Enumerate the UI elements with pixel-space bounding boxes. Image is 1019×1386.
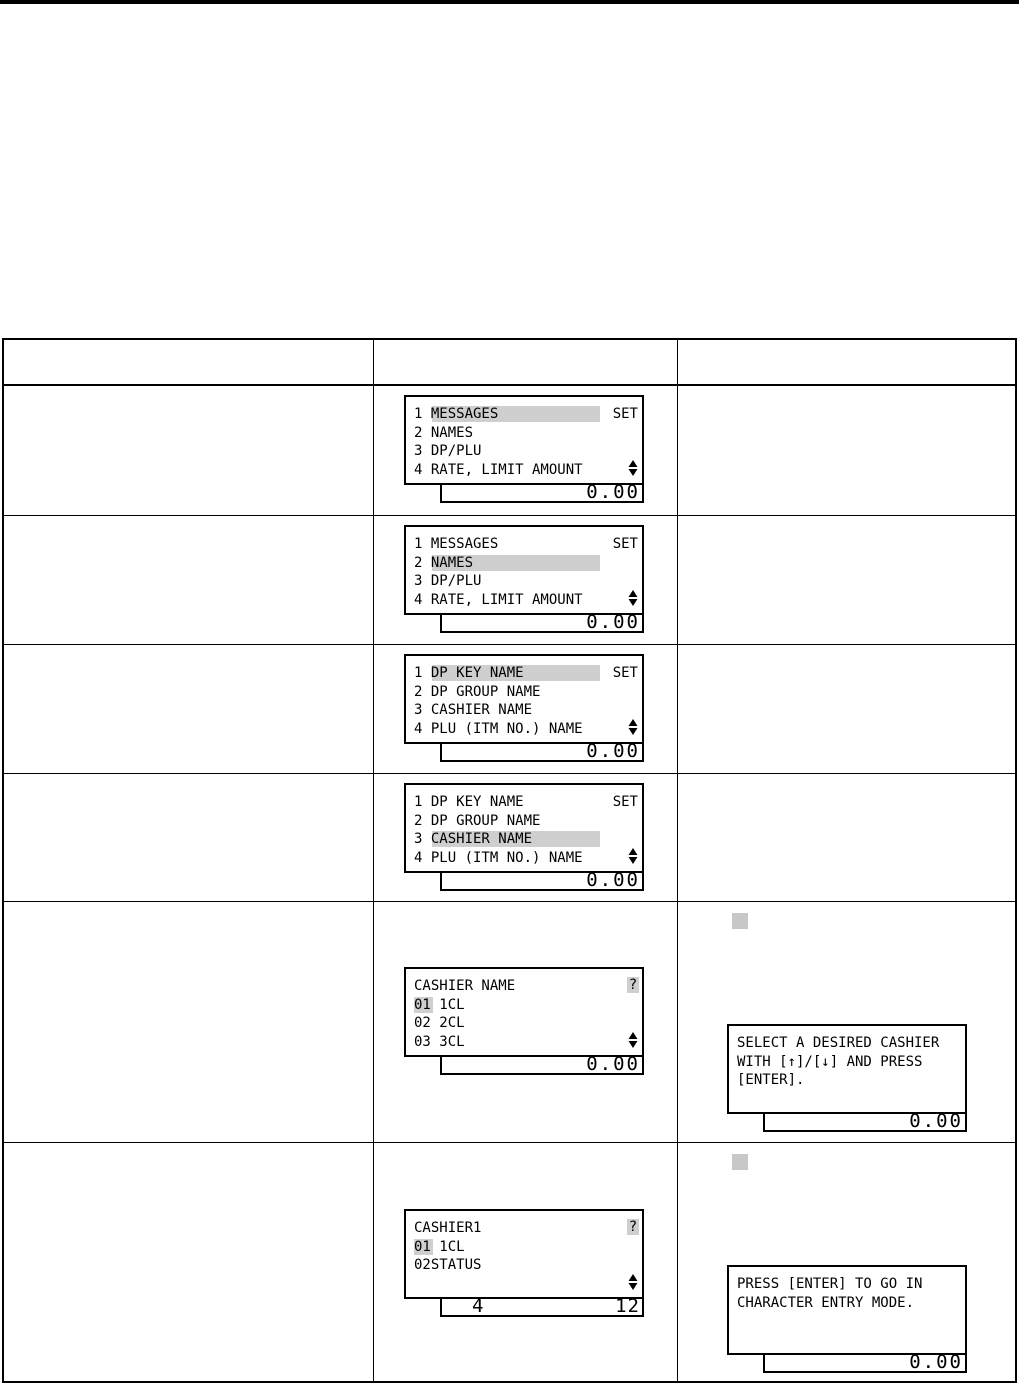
lcd-line: 4 PLU (ITM NO.) NAME [414, 849, 583, 866]
up-down-arrow-icon [628, 1031, 638, 1049]
lcd-line: 2 NAMES [414, 554, 474, 571]
lcd-amount: 0.00 [440, 742, 644, 762]
lcd-display-cashier-detail [404, 1209, 644, 1317]
note-marker [732, 913, 748, 929]
lcd-status-label: SET [612, 536, 638, 552]
lcd-line: 02STATUS [414, 1257, 482, 1273]
lcd-line: 3 CASHIER NAME [414, 702, 533, 718]
lcd-display-names-menu [404, 783, 644, 891]
row-divider [4, 1142, 1015, 1143]
lcd-amount: 0.00 [440, 1055, 644, 1075]
lcd-line: 1 MESSAGES [414, 406, 499, 422]
guidance-amount: 0.00 [763, 1112, 967, 1132]
guidance-text: PRESS [ENTER] TO GO IN CHARACTER ENTRY MODE. [737, 1276, 931, 1311]
lcd-status-label: SET [612, 406, 638, 422]
up-down-arrow-icon [628, 1273, 638, 1291]
lcd-amount: 0.00 [440, 613, 644, 633]
up-down-arrow-icon [628, 459, 638, 477]
lcd-status-label: ? [628, 1219, 638, 1235]
lcd-line: 1 DP KEY NAME [414, 665, 524, 681]
lcd-line: 03 3CL [414, 1033, 465, 1050]
guidance-screen [727, 1024, 967, 1114]
lcd-screen [404, 654, 644, 744]
lcd-line: 3 DP/PLU [414, 573, 482, 589]
lcd-line: 1 MESSAGES [414, 536, 499, 552]
lcd-screen [404, 783, 644, 873]
lcd-line: CASHIER1 [414, 1220, 482, 1236]
lcd-display-cashier-name-list [404, 967, 644, 1075]
column-divider-1 [373, 340, 374, 1381]
lcd-screen [404, 395, 644, 485]
lcd-amount-right-value: 12 [615, 1295, 640, 1317]
top-rule [0, 0, 1019, 4]
guidance-text: SELECT A DESIRED CASHIER WITH [↑]/[↓] AND PRESS [ENTER]. [737, 1035, 948, 1088]
lcd-line: 2 DP GROUP NAME [414, 812, 541, 829]
lcd-line: 4 RATE, LIMIT AMOUNT [414, 591, 583, 608]
guidance-screen [727, 1265, 967, 1355]
lcd-screen [404, 967, 644, 1057]
guidance-display [727, 1265, 967, 1373]
lcd-status-label: ? [628, 977, 638, 993]
lcd-display-names-menu [404, 654, 644, 762]
lcd-display-setting-menu [404, 525, 644, 633]
up-down-arrow-icon [628, 847, 638, 865]
lcd-line: 1 DP KEY NAME [414, 794, 524, 810]
row-divider [4, 901, 1015, 902]
lcd-line: 02 2CL [414, 1015, 465, 1031]
lcd-line: 2 NAMES [414, 424, 474, 441]
row-divider [4, 515, 1015, 516]
lcd-line: 01 1CL [414, 1238, 465, 1255]
up-down-arrow-icon [628, 589, 638, 607]
column-divider-2 [677, 340, 678, 1381]
up-down-arrow-icon [628, 718, 638, 736]
lcd-line: 2 DP GROUP NAME [414, 683, 541, 700]
note-marker [732, 1154, 748, 1170]
table-header-row [4, 340, 1015, 386]
lcd-line: 3 DP/PLU [414, 443, 482, 459]
lcd-line: 4 PLU (ITM NO.) NAME [414, 720, 583, 737]
lcd-display-setting-menu [404, 395, 644, 503]
lcd-screen [404, 1209, 644, 1299]
row-divider [4, 644, 1015, 645]
lcd-screen [404, 525, 644, 615]
lcd-line: 3 CASHIER NAME [414, 831, 533, 847]
row-divider [4, 773, 1015, 774]
guidance-display [727, 1024, 967, 1132]
lcd-line: CASHIER NAME [414, 978, 516, 994]
lcd-status-label: SET [612, 794, 638, 810]
guidance-amount: 0.00 [763, 1353, 967, 1373]
lcd-amount [440, 1297, 644, 1317]
lcd-amount: 0.00 [440, 483, 644, 503]
lcd-line: 4 RATE, LIMIT AMOUNT [414, 461, 583, 478]
lcd-amount-left-value: 4 [472, 1295, 484, 1317]
lcd-amount: 0.00 [440, 871, 644, 891]
lcd-status-label: SET [612, 665, 638, 681]
lcd-line: 01 1CL [414, 996, 465, 1013]
